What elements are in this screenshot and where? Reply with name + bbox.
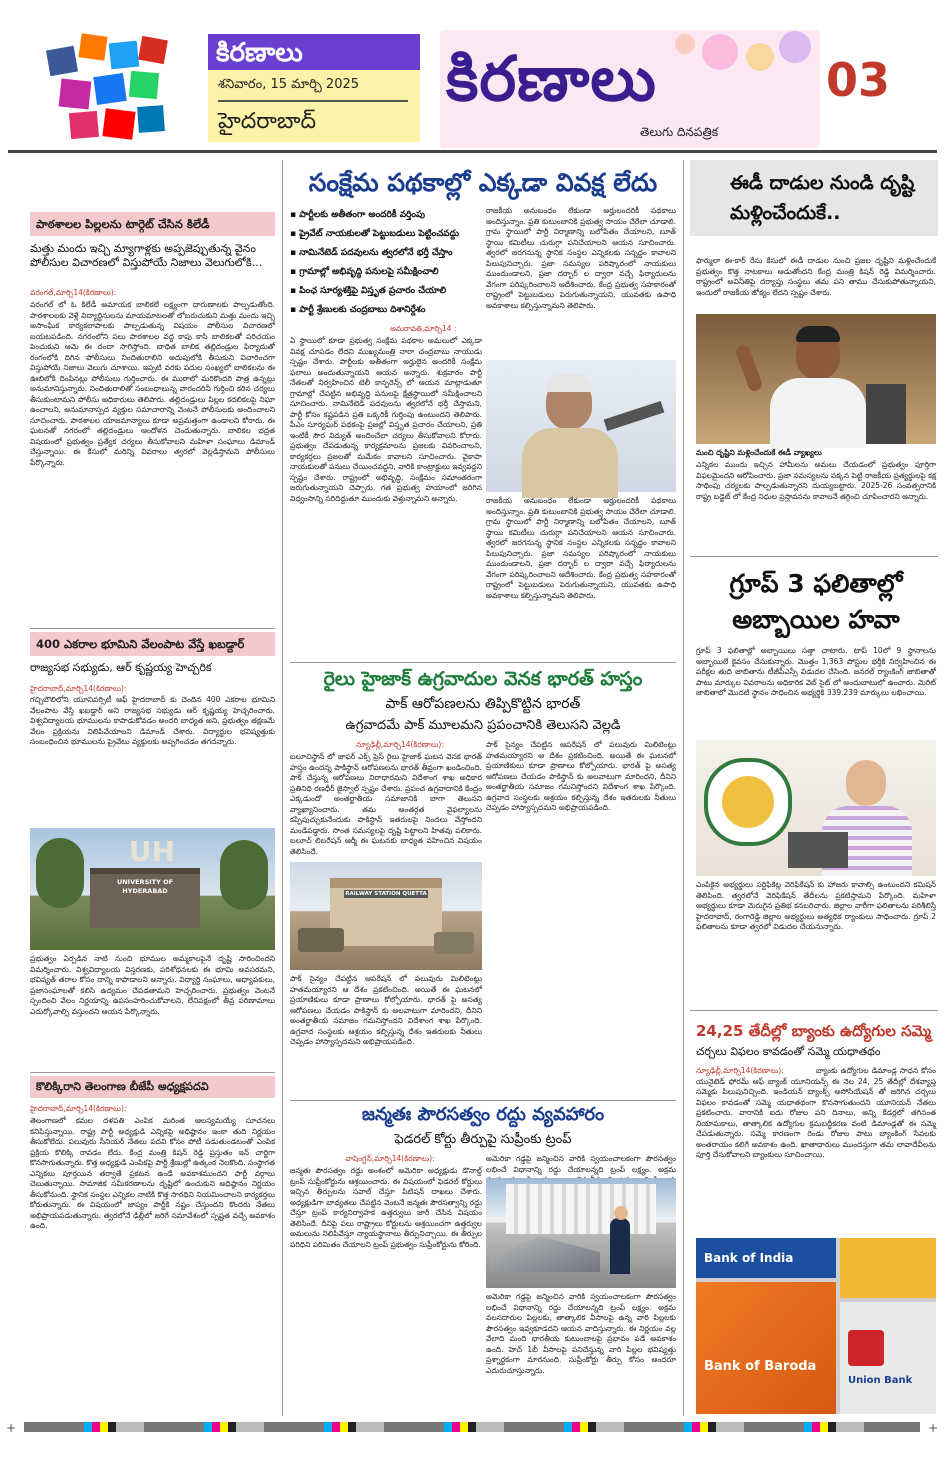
mid-story-2-headline: రైలు హైజాక్ ఉగ్రవాదుల వెనక భారత్ హస్తం bbox=[323, 668, 643, 690]
left-story-3 bbox=[30, 1076, 275, 1416]
date-banner bbox=[208, 34, 420, 142]
photo-hair bbox=[546, 374, 592, 392]
left-rule-1 bbox=[30, 628, 275, 629]
laptop bbox=[788, 832, 848, 868]
right-story-1-headline: ఈడీ దాడుల నుండి దృష్టి మళ్లించేందుకే.. bbox=[730, 172, 915, 224]
university-photo bbox=[30, 828, 275, 950]
lead-story bbox=[290, 160, 676, 660]
bank-signboards-photo bbox=[696, 1238, 936, 1414]
speaker-body bbox=[770, 378, 866, 448]
lead-bullet-text: పార్టీలకు అతీతంగా అందరికీ వర్తింపు bbox=[299, 210, 425, 220]
print-color-strip bbox=[0, 1418, 945, 1438]
rule-date bbox=[218, 100, 408, 102]
right-story-3-dateline: న్యూఢిల్లీ,మార్చి14(కిరణాలు): bbox=[696, 1066, 784, 1075]
right-rule-2 bbox=[690, 1010, 938, 1011]
chandrababu-photo bbox=[486, 360, 676, 492]
cybertruck bbox=[490, 1236, 600, 1272]
tspsc-logo-inner bbox=[722, 776, 774, 828]
lead-bullet-text: గ్రామాల్లో అభివృద్ధి పనులపై సమీక్షించాలి bbox=[299, 267, 439, 277]
right-story-1-body1: ఫార్ములా ఈ-కార్ రేసు కేసులో ఈడీ దాడుల నుంచి ప్రజల దృష్టిని మళ్లించేందుకే ప్రభుత్వం కొత్త నాటకాలు ఆడుతోందని కేంద్ర మంత్రి కిషన్ రెడ్డి విమర్శించారు. రాష్ట్రంలో అవినీతిపై దర్యాప్తు సంస్థలు తమ పని తాము చేసుకుపోతున్నాయని, ఇందులో రాజకీయ జోక్యం లేదని స్పష్టం చేశారు. bbox=[696, 256, 936, 297]
issue-date: శనివారం, 15 మార్చి 2025 bbox=[218, 77, 360, 92]
left-story-2-subhead: రాజ్యసభ సభ్యుడు, ఆర్ కృష్ణయ్య హెచ్చరిక bbox=[30, 661, 212, 674]
lead-bullet: ▪ గ్రామాల్లో అభివృద్ధి పనులపై సమీక్షించాలి bbox=[290, 267, 439, 277]
university-sign bbox=[90, 868, 200, 928]
mid-rule-2 bbox=[290, 1100, 676, 1101]
page-number: 03 bbox=[826, 53, 891, 107]
mid-story-3-body-right: అమెరికా గడ్డపై జన్మించిన వారికి స్వయంచాలకంగా పౌరసత్వం లభించే విధానాన్ని రద్దు చేయాలన్నది ట్రంప్ లక్ష్యం. అక్రమ వలసదారుల పిల్లలకు, తాత్కాలిక వీసాలపై ఉన్న వారి పిల్లలకు పౌరసత్వం ఇవ్వకూడదని ఆయన వాదిస్తున్నారు. ఈ నిర్ణయం వల్ల వేలాది మంది భారతీయ కుటుంబాలపై ప్రభావం పడే అవకాశం ఉంది. హెచ్ 1బీ వీసాలపై పనిచేస్తున్న వారి పిల్లల భవిష్యత్తు ప్రశ్నార్థకంగా మారనుంది. సుప్రీంకోర్టు తీర్పు కోసం అందరూ ఎదురుచూస్తున్నారు. bbox=[486, 1292, 676, 1375]
tree-left bbox=[36, 838, 84, 908]
student-head bbox=[846, 760, 886, 806]
lead-bullets bbox=[290, 206, 482, 324]
big-logo: కిరణాలు bbox=[446, 42, 657, 115]
mid-story-3-body-right-top: అమెరికా గడ్డపై జన్మించిన వారికి స్వయంచాలకంగా పౌరసత్వం లభించే విధానాన్ని రద్దు చేయాలన్నది ట్రంప్ లక్ష్యం. అక్రమ bbox=[486, 1154, 676, 1174]
lead-headline: సంక్షేమ పథకాల్లో ఎక్కడా వివక్ష లేదు bbox=[308, 168, 658, 197]
left-story-2-dateline: హైదరాబాద్,మార్చి14(కిరణాలు): bbox=[30, 684, 127, 693]
kishan-reddy-photo bbox=[696, 314, 936, 444]
bank-of-india-sign-text: Bank of India bbox=[704, 1251, 794, 1265]
tree-right bbox=[220, 840, 268, 910]
lead-bullet-text: పింఛ సూర్యశక్తిపై విస్తృత ప్రచారం చేయాలి bbox=[299, 286, 447, 296]
column-rule-1 bbox=[282, 160, 283, 1416]
left-story-1-body: వరంగల్ లో ఓ కిలేడీ అమాయక బాలికలే లక్ష్యంగా దారుణాలకు పాల్పడుతోంది. పాఠశాలలకు వెళ్లే విద్యార్థినులను మాయమాటలతో లోబరుచుకుని మత్తు మందు ఇచ్చి అసాంఘిక కార్యకలాపాలకు పాల్పడుతున్న విషయం పోలీసుల విచారణలో బయటపడింది. నగరంలోని పలు పాఠశాలల వద్ద కాపు కాసి బాలికలతో పరిచయం పెంచుకుని ఆమె ఈ దందా సాగిస్తోంది. బాధిత బాలిక తల్లిదండ్రుల ఫిర్యాదుతో రంగంలోకి దిగిన పోలీసులు నిందితురాలిని అదుపులోకి తీసుకుని విచారించగా విస్తుపోయే నిజాలు వెలుగు చూశాయి. ఇప్పటి వరకు పదుల సంఖ్యలో బాలికలను ఈ ఊబిలోకి దింపినట్లు పోలీసులు గుర్తించారు. ఈ ముఠాలో మరికొందరి పాత్ర ఉన్నట్లు అనుమానిస్తున్నారు. నిందితురాలితో సంబంధాలున్న వారందరినీ గుర్తించి కఠిన చర్యలు తీసుకుంటామని పోలీసు అధికారులు తెలిపారు. తల్లిదండ్రులు పిల్లల కదలికలపై నిఘా ఉంచాలని, అనుమానాస్పద వ్యక్తుల సమాచారాన్ని వెంటనే పోలీసులకు అందించాలని సూచించారు. పాఠశాలల యాజమాన్యాలు కూడా అప్రమత్తంగా ఉండాలని కోరారు. ఈ ఘటనతో నగరంలో తల్లిదండ్రులు ఆందోళన చెందుతున్నారు. బాలికల భద్రత విషయంలో ప్రభుత్వం ప్రత్యేక చర్యలు తీసుకోవాలని మహిళా సంఘాలు డిమాండ్ చేస్తున్నాయి. ఈ కేసులో మరిన్ని వివరాలు త్వరలో వెల్లడిస్తామని పోలీసులు పేర్కొన్నారు. bbox=[30, 300, 275, 467]
lead-bullet: ▪ పింఛ సూర్యశక్తిపై విస్తృత ప్రచారం చేయాలి bbox=[290, 286, 447, 296]
mid-story-2-subhead2: ఉగ్రవాదమే పాక్ మూలమని ప్రపంచానికి తెలుసని వెల్లడి bbox=[345, 718, 621, 733]
speaker-arm bbox=[734, 343, 764, 393]
registration-mark-icon: + bbox=[928, 1421, 939, 1435]
left-story-1-dateline: వరంగల్,మార్చి14(కిరణాలు): bbox=[30, 288, 117, 297]
mid-story-2-subhead1: పాక్ ఆరోపణలను తిప్పికొట్టిన భారత్ bbox=[385, 696, 581, 712]
left-story-1 bbox=[30, 212, 275, 624]
vehicle bbox=[298, 928, 344, 952]
white-house-photo bbox=[486, 1178, 676, 1288]
left-story-2-body: గచ్చిబౌలిలోని యూనివర్సిటీ ఆఫ్ హైదరాబాద్ కు చెందిన 400 ఎకరాల భూమిని వేలంపాట వేస్తే ఖబడ్దార్ అని రాజ్యసభ సభ్యుడు ఆర్ కృష్ణయ్య హెచ్చరించారు. విశ్వవిద్యాలయ భూములను కాపాడుకోవడం అందరి బాధ్యత అని, ప్రభుత్వం తక్షణమే వేలం ప్రక్రియను నిలిపివేయాలని డిమాండ్ చేశారు. విద్యార్థుల భవిష్యత్తుకు సంబంధించిన భూములను ప్రైవేటు వ్యక్తులకు అప్పగించడం తగదన్నారు. bbox=[30, 695, 275, 746]
right-story-3 bbox=[690, 1014, 938, 1416]
mid-story-3-body: జన్మతః పౌరసత్వం రద్దు అంశంలో అమెరికా అధ్యక్షుడు డొనాల్డ్ ట్రంప్ సుప్రీంకోర్టును ఆశ్రయించారు. ఈ విషయంలో ఫెడరల్ కోర్టులు ఇచ్చిన తీర్పులను సవాల్ చేస్తూ పిటిషన్ దాఖలు చేశారు. అధ్యక్షుడిగా బాధ్యతలు చేపట్టిన వెంటనే జన్మతః పౌరసత్వాన్ని రద్దు చేస్తూ ట్రంప్ కార్యనిర్వాహక ఉత్తర్వులు జారీ చేసిన విషయం తెలిసిందే. దీనిపై పలు రాష్ట్రాలు కోర్టులను ఆశ్రయించగా ఉత్తర్వుల అమలును నిలిపివేస్తూ న్యాయస్థానాలు తీర్పునిచ్చాయి. ఈ తీర్పుల పరిధిని పరిమితం చేయాలని ట్రంప్ ప్రభుత్వం సుప్రీంకోర్టును కోరింది. bbox=[290, 1166, 482, 1249]
station-sign: RAILWAY STATION QUETTA bbox=[345, 891, 427, 897]
person bbox=[610, 1218, 630, 1274]
lead-bullet-text: పార్టీ శ్రేణులకు చంద్రబాబు దిశానిర్దేశం bbox=[299, 305, 426, 315]
left-story-2-kicker: 400 ఎకరాల భూమిని వేలంపాట వేస్తే ఖబడ్దార్ bbox=[36, 637, 245, 651]
social-media-cubes-graphic bbox=[40, 30, 180, 150]
masthead bbox=[0, 0, 945, 150]
student-photo bbox=[696, 740, 936, 876]
mid-story-2-body-lower: పాక్ సైన్యం చేపట్టిన ఆపరేషన్ లో పలువురు మిలిటెంట్లు హతమయ్యారని ఆ దేశం ప్రకటించింది. అయితే ఈ ఘటనలో ప్రయాణికులు కూడా ప్రాణాలు కోల్పోయారు. భారత్ పై అసత్య ఆరోపణలు చేయడం పాకిస్థాన్ కు అలవాటుగా మారిందని, దీనిని అంతర్జాతీయ సమాజం గమనిస్తోందని విదేశాంగ శాఖ పేర్కొంది. ఉగ్రవాద సంస్థలకు ఆశ్రయం కల్పిస్తున్న దేశం ఇతరులకు నీతులు చెప్పడం హాస్యాస్పదమని అభిప్రాయపడింది. bbox=[290, 974, 482, 1046]
left-story-3-dateline: హైదరాబాద్,మార్చి14(కిరణాలు): bbox=[30, 1104, 127, 1113]
color-bar bbox=[24, 1422, 920, 1432]
speaker-hair bbox=[796, 326, 840, 342]
edition-city: హైదరాబాద్ bbox=[218, 109, 316, 134]
left-story-1-subhead: మత్తు మందు ఇచ్చి మ్యాగాళ్లకు అప్పజెప్పుతున్న వైనం పోలీసుల విచారణలో విస్తుపోయే నిజాలు వెలుగులోకి... bbox=[30, 242, 263, 269]
canara-sign bbox=[840, 1238, 936, 1298]
right-story-2-headline: గ్రూప్ 3 ఫలితాల్లో అబ్బాయిల హవా bbox=[729, 569, 903, 634]
university-letters: UH bbox=[128, 835, 176, 868]
left-story-1-kicker: పాఠశాలల పిల్లలను టార్గెట్ చేసిన కిలేడీ bbox=[36, 217, 210, 231]
left-story-2 bbox=[30, 632, 275, 1016]
right-story-3-subhead: చర్చలు విఫలం కావడంతో సమ్మె యధాతథం bbox=[696, 1045, 881, 1058]
lead-bullet: ▪ పార్టీలకు అతీతంగా అందరికీ వర్తింపు bbox=[290, 210, 425, 220]
mid-story-2-dateline: న్యూఢిల్లీ,మార్చి14(కిరణాలు): bbox=[356, 740, 444, 749]
lead-dateline: అమరావతి,మార్చి14 : bbox=[390, 324, 457, 333]
left-story-3-kicker: కొలిక్కిరాని తెలంగాణ బీజేపీ అధ్యక్షపదవి bbox=[36, 1080, 209, 1093]
mid-story-2 bbox=[290, 666, 676, 1098]
vehicle bbox=[434, 932, 474, 954]
lead-bullet-text: ప్రైవేట్ నాయకులతో పెట్టుబడులు పెట్టించవద్దు bbox=[299, 229, 460, 239]
lead-body: ఏ స్థాయిలో కూడా ప్రభుత్వ సంక్షేమ పథకాల అమలులో ఎక్కడా వివక్ష చూపడం లేదని ముఖ్యమంత్రి నారా చంద్రబాబు నాయుడు స్పష్టం చేశారు. పార్టీలకు అతీతంగా అర్హులైన అందరికీ సంక్షేమ ఫలాలు అందుతున్నాయని ఆయన అన్నారు. శుక్రవారం పార్టీ నేతలతో నిర్వహించిన టెలీ కాన్ఫరెన్స్ లో ఆయన మాట్లాడుతూ గ్రామాల్లో చేపట్టిన అభివృద్ధి పనులపై క్షేత్రస్థాయిలో సమీక్షించాలని సూచించారు. నామినేటెడ్ పదవులను త్వరలోనే భర్తీ చేస్తామని, పార్టీ కోసం కష్టపడిన ప్రతి ఒక్కరికీ గుర్తింపు ఉంటుందని తెలిపారు. పీఎం సూర్యఘర్ పథకంపై ప్రజల్లో విస్తృత ప్రచారం చేయాలని, ప్రతి ఇంటికీ సౌర విద్యుత్ అందించేలా చర్యలు తీసుకోవాలని కోరారు. ప్రభుత్వం చేపడుతున్న కార్యక్రమాలను ప్రజలకు వివరించాలని, కార్యకర్తలు ప్రజలతో మమేకం కావాలని సూచించారు. వైకాపా నాయకులతో పనులు చేయించవద్దని, వారికి కాంట్రాక్టులు ఇవ్వవద్దని స్పష్టం చేశారు. రాష్ట్రంలో అభివృద్ధి, సంక్షేమం సమాంతరంగా జరుగుతున్నాయని చెప్పారు. గత ప్రభుత్వ హయాంలో జరిగిన విధ్వంసాన్ని సరిదిద్దుతూ ముందుకు వెళ్తున్నామని అన్నారు. bbox=[290, 336, 482, 503]
mid-story-3 bbox=[290, 1102, 676, 1416]
lead-bullet: ▪ ప్రైవేట్ నాయకులతో పెట్టుబడులు పెట్టించవద్దు bbox=[290, 229, 460, 239]
column-rule-2 bbox=[683, 160, 684, 1416]
mid-story-3-dateline: వాషింగ్టన్,మార్చి14(కిరణాలు): bbox=[345, 1154, 435, 1163]
podium-mic bbox=[866, 384, 906, 444]
lead-body-right-continued: రాజకీయ అనుబంధం లేకుండా అర్హులందరికీ పథకాలు అందిస్తున్నాం. ప్రతి కుటుంబానికి ప్రభుత్వ సాయం చేరేలా చూడాలి. గ్రామ స్థాయిలో పార్టీ నిర్మాణాన్ని బలోపేతం చేయాలని, బూత్ స్థాయి కమిటీలు చురుగ్గా పనిచేయాలని ఆయన సూచించారు. త్వరలో జరగనున్న స్థానిక సంస్థల ఎన్నికలకు సన్నద్ధం కావాలని పిలుపునిచ్చారు. ప్రజా సమస్యల పరిష్కారంలో నాయకులు ముందుండాలని, ప్రజా దర్బార్ ల ద్వారా వచ్చే ఫిర్యాదులను వేగంగా పరిష్కరించాలని ఆదేశించారు. కేంద్ర ప్రభుత్వ సహకారంతో రాష్ట్రంలో పెట్టుబడులు పెరుగుతున్నాయని, యువతకు ఉపాధి అవకాశాలు కల్పిస్తున్నామని తెలిపారు. bbox=[486, 496, 676, 600]
white-house-columns bbox=[506, 1184, 656, 1234]
bank-of-baroda-sign bbox=[696, 1282, 836, 1414]
university-sign-text: UNIVERSITY OF HYDERABAD bbox=[116, 878, 174, 895]
tagline: తెలుగు దినపత్రిక bbox=[640, 125, 719, 139]
bank-of-baroda-sign-text: Bank of Baroda bbox=[704, 1359, 817, 1374]
quetta-station-photo bbox=[290, 862, 482, 970]
station-building bbox=[330, 878, 442, 946]
lead-body-top-right: రాజకీయ అనుబంధం లేకుండా అర్హులందరికీ పథకాలు అందిస్తున్నాం. ప్రతి కుటుంబానికి ప్రభుత్వ సాయం చేరేలా చూడాలి. గ్రామ స్థాయిలో పార్టీ నిర్మాణాన్ని బలోపేతం చేయాలని, బూత్ స్థాయి కమిటీలు చురుగ్గా పనిచేయాలని ఆయన సూచించారు. త్వరలో జరగనున్న స్థానిక సంస్థల ఎన్నికలకు సన్నద్ధం కావాలని పిలుపునిచ్చారు. ప్రజా సమస్యల పరిష్కారంలో నాయకులు ముందుండాలని, ప్రజా దర్బార్ ల ద్వారా వచ్చే ఫిర్యాదులను వేగంగా పరిష్కరించాలని ఆదేశించారు. కేంద్ర ప్రభుత్వ సహకారంతో రాష్ట్రంలో పెట్టుబడులు పెరుగుతున్నాయని, యువతకు ఉపాధి అవకాశాలు కల్పిస్తున్నామని తెలిపారు. bbox=[486, 206, 676, 310]
right-story-2 bbox=[690, 560, 938, 1008]
union-bank-logo bbox=[848, 1330, 884, 1366]
small-logo: కిరణాలు bbox=[216, 38, 303, 68]
right-story-2-body2: ఎంపికైన అభ్యర్థులు సర్టిఫికెట్ల వెరిఫికేషన్ కు హాజరు కావాల్సి ఉంటుందని కమిషన్ తెలిపింది. త్వరలోనే వెరిఫికేషన్ తేదీలను ప్రకటిస్తామని పేర్కొంది. మహిళా అభ్యర్థులు కూడా మెరుగైన ప్రతిభ కనబరిచారు. జిల్లాల వారీగా ఫలితాలను పరిశీలిస్తే హైదరాబాద్, రంగారెడ్డి జిల్లాల అభ్యర్థులు అత్యధిక ర్యాంకులు సాధించారు. గ్రూప్ 2 ఫలితాలను కూడా త్వరలో విడుదల చేయనున్నారు. bbox=[696, 880, 936, 931]
mid-rule-1 bbox=[290, 662, 676, 663]
left-story-2-body2: ప్రభుత్వం ఏర్పడిన నాటి నుంచి భూముల అమ్మకాలపైనే దృష్టి సారించిందని విమర్శించారు. విశ్వవిద్యాలయ విస్తరణకు, పరిశోధనలకు ఈ భూమి అవసరమని, భవిష్యత్ తరాల కోసం దాన్ని కాపాడాలని అన్నారు. విద్యార్థి సంఘాలు, అధ్యాపకులు, ప్రజాసంఘాలతో కలిసి ఉద్యమం చేపడతామని హెచ్చరించారు. ప్రభుత్వం వెంటనే స్పందించి వేలం నిర్ణయాన్ని ఉపసంహరించుకోవాలని, లేనిపక్షంలో తీవ్ర పరిణామాలు ఎదుర్కోవాల్సి వస్తుందని ఆయన పేర్కొన్నారు. bbox=[30, 954, 275, 1016]
right-story-3-headline: 24,25 తేదీల్లో బ్యాంకు ఉద్యోగుల సమ్మె bbox=[696, 1022, 932, 1040]
lead-bullet: ▪ పార్టీ శ్రేణులకు చంద్రబాబు దిశానిర్దేశం bbox=[290, 305, 426, 315]
photo-mic bbox=[604, 401, 665, 431]
right-story-1-body2: ఎన్నికల ముందు ఇచ్చిన హామీలను అమలు చేయడంలో ప్రభుత్వం పూర్తిగా విఫలమైందని ఆరోపించారు. ప్రజా సమస్యలను పక్కన పెట్టి రాజకీయ ప్రత్యర్థులపై కక్ష సాధింపు చర్యలకు పాల్పడుతున్నారని దుయ్యబట్టారు. 2025-26 సంవత్సరానికి రాష్ట్ర బడ్జెట్ లో కేంద్ర నిధుల ప్రస్తావనను కావాలనే తగ్గించి చూపించారని అన్నారు. bbox=[696, 460, 936, 501]
mid-story-2-body-right: పాక్ సైన్యం చేపట్టిన ఆపరేషన్ లో పలువురు మిలిటెంట్లు హతమయ్యారని ఆ దేశం ప్రకటించింది. అయితే ఈ ఘటనలో ప్రయాణికులు కూడా ప్రాణాలు కోల్పోయారు. భారత్ పై అసత్య ఆరోపణలు చేయడం పాకిస్థాన్ కు అలవాటుగా మారిందని, దీనిని అంతర్జాతీయ సమాజం గమనిస్తోందని విదేశాంగ శాఖ పేర్కొంది. ఉగ్రవాద సంస్థలకు ఆశ్రయం కల్పిస్తున్న దేశం ఇతరులకు నీతులు చెప్పడం హాస్యాస్పదమని అభిప్రాయపడింది. bbox=[486, 740, 676, 812]
left-rule-2 bbox=[30, 1072, 275, 1073]
mid-story-2-body: బలూచిస్థాన్ లో జాఫర్ ఎక్స్ ప్రెస్ రైలు హైజాక్ ఘటన వెనక భారత్ హస్తం ఉందన్న పాకిస్థాన్ ఆరోపణలను భారత్ తీవ్రంగా ఖండించింది. పాక్ చేస్తున్న ఆరోపణలు నిరాధారమని విదేశాంగ శాఖ అధికార ప్రతినిధి రణధీర్ జైస్వాల్ స్పష్టం చేశారు. ప్రపంచ ఉగ్రవాదానికి కేంద్రం ఎక్కడుందో అంతర్జాతీయ సమాజానికి బాగా తెలుసని వ్యాఖ్యానించారు. తమ అంతర్గత వైఫల్యాలను కప్పిపుచ్చుకునేందుకు పాకిస్థాన్ ఇతరులపై నిందలు వేస్తోందని మండిపడ్డారు. సొంత సమస్యలపై దృష్టి పెట్టాలని హితవు పలికారు. బలూచ్ లిబరేషన్ ఆర్మీ ఈ ఘటనకు బాధ్యత వహించిన విషయం తెలిసిందే. bbox=[290, 752, 482, 856]
registration-mark-icon: + bbox=[6, 1421, 17, 1435]
photo-body bbox=[522, 428, 618, 498]
union-bank-sign-text: Union Bank bbox=[848, 1375, 913, 1386]
mid-story-3-subhead: ఫెడరల్ కోర్టు తీర్పుపై సుప్రీంకు ట్రంప్ bbox=[394, 1132, 572, 1147]
mid-story-3-headline: జన్మతః పౌరసత్వం రద్దు వ్యవహారం bbox=[361, 1104, 605, 1125]
left-story-3-body: తెలంగాణలో కమల దళపతి ఎంపిక మరింత ఆలస్యమయ్యే సూచనలు కనిపిస్తున్నాయి. రాష్ట్ర పార్టీ అధ్యక్షుడి ఎన్నికపై అధిష్ఠానం ఇంకా తుది నిర్ణయం తీసుకోలేదు. పలువురు సీనియర్ నేతలు పదవి కోసం పోటీ పడుతుండటంతో ఎంపిక ప్రక్రియ కొలిక్కి రావడం లేదు. కేంద్ర మంత్రి కిషన్ రెడ్డి ప్రస్తుతం ఇన్ చార్జిగా కొనసాగుతున్నారు. కొత్త అధ్యక్షుడి ఎంపికపై పార్టీ శ్రేణుల్లో ఉత్కంఠ నెలకొంది. సంస్థాగత ఎన్నికలు పూర్తయిన తర్వాతే ప్రకటన ఉండే అవకాశముందని పార్టీ వర్గాలు చెబుతున్నాయి. సామాజిక సమీకరణాలను దృష్టిలో ఉంచుకుని అధిష్ఠానం నిర్ణయం తీసుకోనుంది. స్థానిక సంస్థల ఎన్నికల నాటికి కొత్త సారథిని నియమించాలని కార్యకర్తలు కోరుతున్నారు. ఈ విషయంలో జాప్యం పార్టీకి నష్టం చేస్తుందని కొందరు నేతలు అభిప్రాయపడుతున్నారు. త్వరలోనే ఢిల్లీలో జరిగే సమావేశంలో స్పష్టత వచ్చే అవకాశం ఉంది. bbox=[30, 1116, 275, 1230]
right-story-1-caption: మంచి దృష్టిని మళ్లించేందుకే ఈడీ వ్యాఖ్యలు bbox=[696, 448, 822, 457]
masthead-rule bbox=[8, 150, 937, 153]
right-story-1 bbox=[690, 160, 938, 552]
person-head bbox=[614, 1206, 628, 1220]
right-rule-1 bbox=[690, 556, 938, 557]
lead-bullet: ▪ నామినేటెడ్ పదవులను త్వరలోనే భర్తీ చేస్తాం bbox=[290, 248, 453, 258]
right-story-3-body: బ్యాంకు ఉద్యోగుల డిమాండ్ల సాధన కోసం యునైటెడ్ ఫోరమ్ ఆఫ్ బ్యాంక్ యూనియన్స్ ఈ నెల 24, 25 తేదీల్లో దేశవ్యాప్త సమ్మెకు పిలుపునిచ్చింది. ఇండియన్ బ్యాంక్స్ అసోసియేషన్ తో జరిగిన చర్చలు విఫలం కావడంతో సమ్మె యధాతథంగా కొనసాగుతుందని యూనియన్ నేతలు ప్రకటించారు. వారానికి ఐదు రోజుల పని దినాలు, అన్ని కేడర్లలో తగినంత నియామకాలు, తాత్కాలిక ఉద్యోగుల క్రమబద్ధీకరణ వంటి డిమాండ్లతో ఈ సమ్మె చేపడుతున్నారు. సమ్మె కారణంగా రెండు రోజుల పాటు బ్యాంకింగ్ సేవలకు అంతరాయం కలిగే అవకాశం ఉంది. ఖాతాదారులు ముందస్తుగా తమ లావాదేవీలను పూర్తి చేసుకోవాలని బ్యాంకులు సూచించాయి. bbox=[696, 1066, 936, 1159]
lead-bullet-text: నామినేటెడ్ పదవులను త్వరలోనే భర్తీ చేస్తాం bbox=[299, 248, 453, 258]
right-story-2-body1: గ్రూప్ 3 ఫలితాల్లో అబ్బాయిలు సత్తా చాటారు. టాప్ 10లో 9 స్థానాలను అబ్బాయిలే కైవసం చేసుకున్నారు. మొత్తం 1,363 పోస్టుల భర్తీకి నిర్వహించిన ఈ పరీక్షల తుది జాబితాను టీజీపీఎస్సీ విడుదల చేసింది. జనరల్ ర్యాంకింగ్ జాబితాతో పాటు మార్కుల వివరాలను అధికారిక వెబ్ సైట్ లో అందుబాటులో ఉంచారు. మెరిట్ జాబితాలో మొదటి స్థానం సాధించిన అభ్యర్థికి 339.239 మార్కులు లభించాయి. bbox=[696, 646, 936, 697]
